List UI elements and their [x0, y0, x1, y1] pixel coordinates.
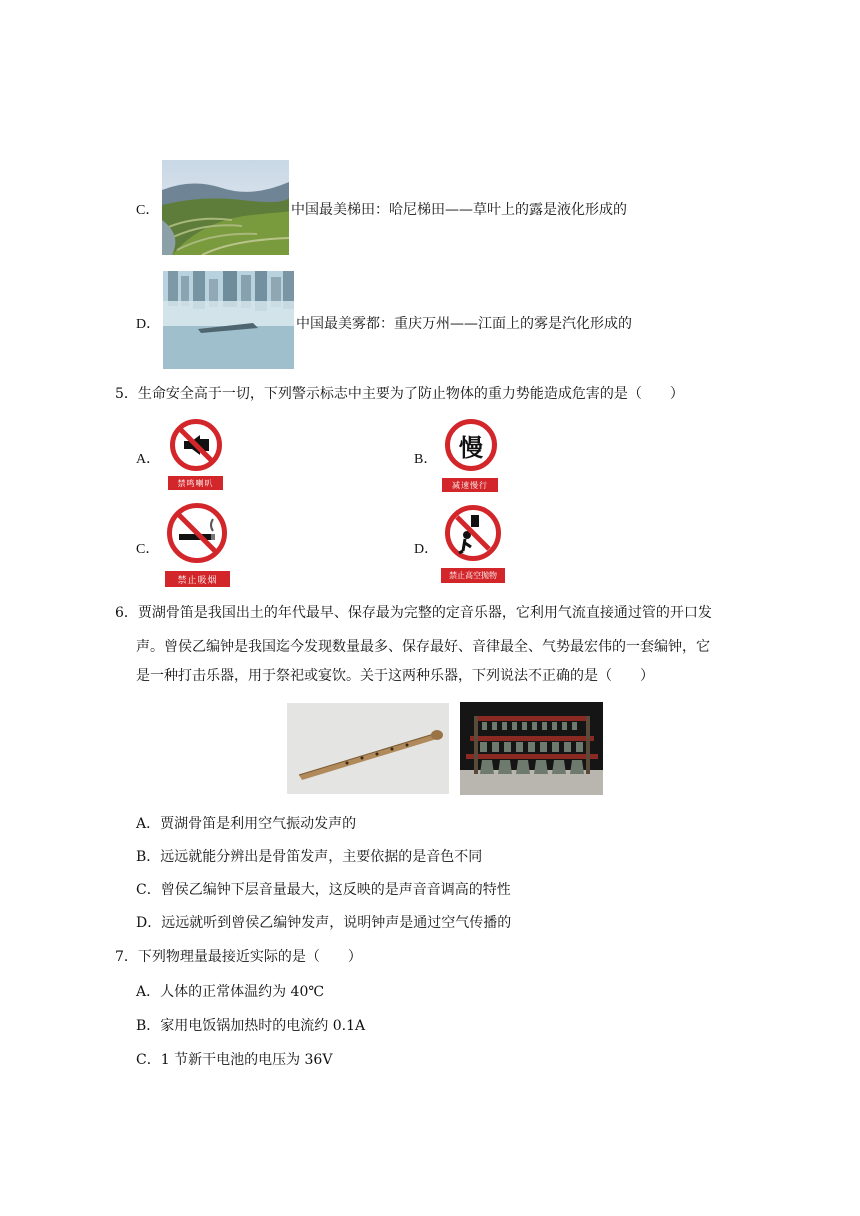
q7-option-c: C．1 节新干电池的电压为 36V — [136, 1052, 333, 1068]
no-throwing-icon — [445, 505, 501, 561]
q6-stem-line-3: 是一种打击乐器，用于祭祀或宴饮。关于这两种乐器，下列说法不正确的是（ ） — [136, 668, 654, 684]
q5-option-a-letter: A． — [136, 452, 161, 467]
no-throwing-sign-label: 禁止高空抛物 — [441, 568, 505, 583]
bianzhong-bells-photo — [460, 702, 603, 795]
q5-option-b-letter: B． — [414, 452, 438, 467]
no-horn-sign-label: 禁鸣喇叭 — [168, 476, 223, 490]
slow-down-glyph: 慢 — [459, 433, 483, 462]
q5-option-c-letter: C． — [136, 542, 160, 557]
q6-option-d: D．远远就听到曾侯乙编钟发声，说明钟声是通过空气传播的 — [136, 915, 512, 931]
q4-option-c-text: 中国最美梯田：哈尼梯田——草叶上的露是液化形成的 — [291, 202, 627, 218]
q4-option-d-text: 中国最美雾都：重庆万州——江面上的雾是汽化形成的 — [296, 316, 632, 332]
q7-option-b: B．家用电饭锅加热时的电流约 0.1A — [136, 1018, 366, 1034]
bone-flute-photo — [287, 703, 449, 794]
q4-option-c-letter: C． — [136, 203, 160, 218]
q7-option-a: A．人体的正常体温约为 40℃ — [136, 984, 325, 1000]
q5-stem: 5．生命安全高于一切，下列警示标志中主要为了防止物体的重力势能造成危害的是（ ） — [115, 386, 684, 402]
no-horn-icon — [170, 419, 222, 471]
q6-option-c: C．曾侯乙编钟下层音量最大，这反映的是声音音调高的特性 — [136, 882, 511, 898]
no-smoking-sign-label: 禁止吸烟 — [165, 571, 230, 587]
q7-stem: 7．下列物理量最接近实际的是（ ） — [115, 949, 362, 965]
slow-down-sign-label: 减速慢行 — [442, 478, 498, 492]
foggy-river-photo — [163, 271, 294, 369]
q6-option-a: A．贾湖骨笛是利用空气振动发声的 — [136, 816, 357, 832]
q4-option-d-letter: D． — [136, 317, 161, 332]
q6-option-b: B．远远就能分辨出是骨笛发声，主要依据的是音色不同 — [136, 849, 483, 865]
q5-option-d-letter: D． — [414, 542, 439, 557]
terrace-field-photo — [162, 160, 289, 255]
no-smoking-icon — [167, 503, 227, 563]
q6-stem-line-2: 声。曾侯乙编钟是我国迄今发现数量最多、保存最好、音律最全、气势最宏伟的一套编钟，它 — [136, 639, 710, 655]
q6-stem-line-1: 6．贾湖骨笛是我国出土的年代最早、保存最为完整的定音乐器，它利用气流直接通过管的开口发 — [115, 605, 712, 621]
slow-down-icon — [445, 419, 497, 471]
